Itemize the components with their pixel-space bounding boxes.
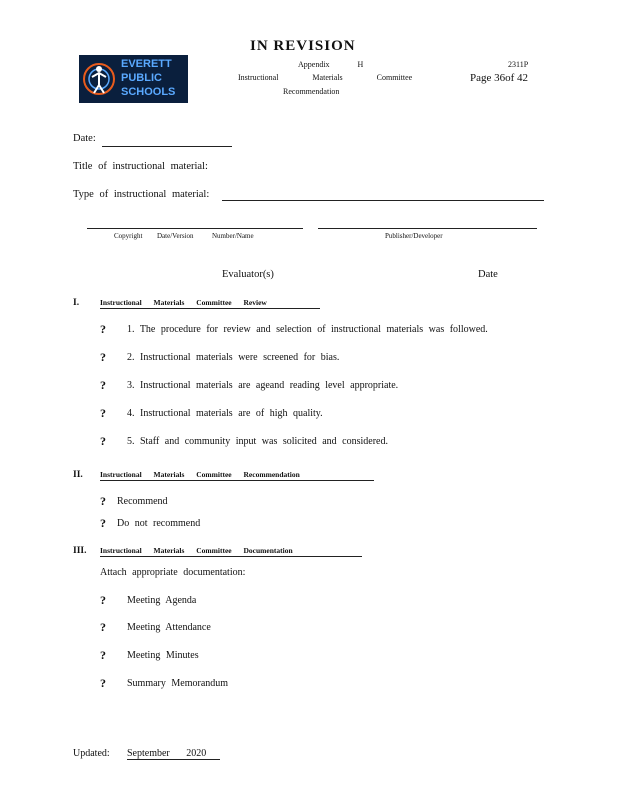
date-field-line[interactable] [102, 146, 232, 147]
checkbox-icon[interactable]: ? [100, 378, 106, 392]
doc-meeting-attendance: Meeting Attendance [127, 622, 211, 633]
evaluator-date-label: Date [478, 269, 498, 280]
recommendation-heading: Recommendation [283, 87, 340, 96]
type-label: Type of instructional material: [73, 189, 210, 200]
caption-number-name: Number/Name [212, 232, 254, 240]
section-3-title: Instructional Materials Committee Documentation [100, 546, 362, 557]
checkbox-icon[interactable]: ? [100, 434, 106, 448]
title-label: Title of instructional material: [73, 161, 208, 172]
checkbox-icon[interactable]: ? [100, 406, 106, 420]
date-label: Date: [73, 133, 96, 144]
district-logo [79, 55, 188, 103]
review-item-4: 4. Instructional materials are of high quality. [127, 408, 323, 419]
checkbox-icon[interactable]: ? [100, 676, 106, 690]
committee-heading: Instructional Materials Committee [238, 73, 413, 82]
revision-banner: IN REVISION [250, 38, 356, 54]
logo-line-1: EVERETT [121, 58, 172, 70]
type-field-line[interactable] [222, 200, 544, 201]
evaluators-label: Evaluator(s) [222, 269, 274, 280]
recommend-option: Recommend [117, 496, 168, 507]
doc-meeting-minutes: Meeting Minutes [127, 650, 199, 661]
section-2-number: II. [73, 470, 83, 480]
caption-date-version: Date/Version [157, 232, 194, 240]
caption-publisher: Publisher/Developer [385, 232, 443, 240]
logo-line-3: SCHOOLS [121, 86, 176, 98]
checkbox-icon[interactable]: ? [100, 350, 106, 364]
appendix-label: Appendix H [298, 60, 364, 69]
updated-label: Updated: [73, 748, 110, 759]
checkbox-icon[interactable]: ? [100, 516, 106, 530]
doc-summary-memorandum: Summary Memorandum [127, 678, 229, 689]
checkbox-icon[interactable]: ? [100, 322, 106, 336]
section-2-title: Instructional Materials Committee Recommendation [100, 470, 374, 481]
copyright-field-line[interactable] [87, 228, 303, 229]
caption-copyright: Copyright [114, 232, 143, 240]
review-item-3: 3. Instructional materials are ageand reading level appropriate. [127, 380, 399, 391]
section-1-number: I. [73, 298, 80, 308]
attach-documentation-label: Attach appropriate documentation: [100, 567, 246, 578]
policy-code: 2311P [508, 60, 529, 69]
section-3-number: III. [73, 546, 87, 556]
publisher-field-line[interactable] [318, 228, 537, 229]
review-item-2: 2. Instructional materials were screened for bias. [127, 352, 340, 363]
checkbox-icon[interactable]: ? [100, 593, 106, 607]
updated-date: September 2020 [127, 748, 220, 760]
do-not-recommend-option: Do not recommend [117, 518, 201, 529]
checkbox-icon[interactable]: ? [100, 494, 106, 508]
review-item-1: 1. The procedure for review and selection of instructional materials was followed. [127, 324, 488, 335]
checkbox-icon[interactable]: ? [100, 620, 106, 634]
logo-line-2: PUBLIC [121, 72, 162, 84]
review-item-5: 5. Staff and community input was solicited and considered. [127, 436, 388, 447]
page-number: Page 36of 42 [470, 72, 529, 84]
section-1-title: Instructional Materials Committee Review [100, 298, 320, 309]
doc-meeting-agenda: Meeting Agenda [127, 595, 197, 606]
checkbox-icon[interactable]: ? [100, 648, 106, 662]
